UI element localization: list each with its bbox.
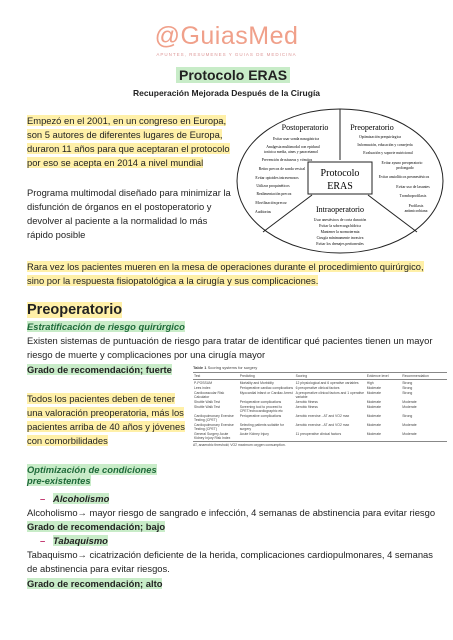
mortality-note <box>27 260 424 288</box>
table-cell: Cardiopulmonary Exercise Testing (CPET) <box>194 422 234 431</box>
table-cell: Lees index <box>194 385 211 390</box>
postop-item: torácica media, aines y paracetamol <box>263 150 319 154</box>
table-cell: Shuttle Walk Test <box>194 399 221 404</box>
multimodal-line: disfunción de órganos en el postoperatorio y <box>27 201 212 212</box>
tobacco-line: Tabaquismo→ cicatrización deficiente de la herida, complicaciones cardiopulmonares, 4 semanas <box>27 549 433 560</box>
table-caption: Table 1 Scoring systems for surgery <box>193 365 258 370</box>
alcohol-text: Alcoholismo→ mayor riesgo de sangrado e infección, 4 semanas de abstinencia para evitar riesgo <box>27 507 436 518</box>
table-row <box>193 404 447 413</box>
table-cell: Moderate <box>366 385 382 390</box>
table-cell: Screening tool to proceed to CPET/echocardiographic etc <box>239 404 283 413</box>
elderly-line: Todos los pacientes deben de tener <box>27 393 176 404</box>
page-subtitle: Recuperación Mejorada Después de la Cirugía <box>132 88 321 98</box>
table-row <box>193 422 447 431</box>
intraop-item: Mantener la normotermia <box>320 230 360 234</box>
multimodal-line: devolver al paciente a la normalidad lo más <box>27 215 208 226</box>
table-cell: General Surgery Acute Kidney Injury Risk Index <box>194 431 231 440</box>
scoring-systems-table <box>193 365 447 447</box>
guiasmed-logo: @GuiasMed <box>154 22 299 50</box>
table-cell: Mortality and Morbidity <box>239 380 274 385</box>
preop-item: Evitar ansiolíticos preanestésicos <box>378 175 430 179</box>
postop-item: Retiro precoz de sonda vesical <box>258 167 306 171</box>
table-cell: Strong <box>402 385 413 390</box>
table-cell: P-POSSUM <box>194 380 213 385</box>
table-cell: Moderate <box>366 399 382 404</box>
postop-item: Auditorias <box>254 210 272 214</box>
page-title: Protocolo ERAS <box>176 67 290 83</box>
grade-strong-badge: Grado de recomendación; fuerte <box>27 364 172 375</box>
table-cell: Moderate <box>402 422 417 427</box>
table-cell: Aerobic fitness <box>295 399 318 404</box>
risk-line: riesgo de muerte y complicaciones por una cirugía mayor <box>27 349 266 360</box>
intraop-item: Usar anestésicos de corta duración <box>313 218 367 222</box>
table-cell: Perioperative cardiac complications <box>239 385 294 390</box>
table-header: Test <box>193 373 239 380</box>
intro-line: son 5 autores de diferentes lugares de Europa, <box>27 129 223 140</box>
intraop-title: Intraoperatorio <box>316 205 364 214</box>
postop-item: Evitar usar sonda nasogástrica <box>272 137 320 141</box>
table-cell: 11 preoperative clinical factors <box>295 431 342 436</box>
postop-item: Movilización precoz <box>255 201 287 205</box>
postop-item: Realimentación precoz <box>256 192 292 196</box>
preop-item: Evaluación y soporte nutricional <box>363 151 413 155</box>
table-header-row <box>193 373 447 380</box>
postop-item: Utilizar proquinéticos <box>256 184 290 188</box>
section-heading-preoperatorio: Preoperatorio <box>27 302 123 318</box>
elderly-paragraph <box>27 392 185 448</box>
table-cell: Strong <box>402 390 413 395</box>
intro-line: duraron 11 años para que aceptaran el protocolo <box>27 143 230 154</box>
table-cell: Selecting patients suitable for surgery <box>239 422 285 431</box>
grade-high-badge: Grado de recomendación; alto <box>27 578 163 589</box>
preop-item: Evitar ayuno preoperatorio <box>381 161 423 165</box>
preop-title: Preoperatorio <box>350 123 394 132</box>
table-cell: 12 physiological and 6 operative variables <box>295 380 359 385</box>
table-header: Evidence level <box>366 373 402 380</box>
preop-item: Tromboprofilaxis <box>399 194 427 198</box>
eras-center-line: ERAS <box>327 181 353 192</box>
elderly-line: una valoración preoperatoria, más los <box>27 407 184 418</box>
table-cell: Strong <box>402 413 413 418</box>
intraop-item: Cirugía mínimamente invasiva <box>316 236 364 240</box>
table-cell: Strong <box>402 380 413 385</box>
multimodal-line: Programa multimodal diseñado para minimizar la <box>27 187 231 198</box>
postop-item: Analgesia multimodal con epidural <box>266 145 320 149</box>
risk-heading: Estratificación de riesgo quirúrgico <box>27 321 185 332</box>
table-footnote: AT, anaerobic threshold; VO2 maximum oxygen consumption. <box>193 441 447 447</box>
table-cell: Acute Kidney Injury <box>239 431 269 436</box>
table-cell: Perioperative complications <box>239 413 282 418</box>
elderly-line: pacientes arriba de 40 años y jóvenes <box>27 421 185 432</box>
table-cell: Aerobic fitness <box>295 404 318 409</box>
intro-line: por eso se acepta en 2014 a nivel mundial <box>27 157 204 168</box>
table-cell: Myocardial infarct or Cardiac Arrest <box>239 390 293 395</box>
multimodal-paragraph <box>27 186 231 242</box>
tagline: APUNTES, RESUMENES Y GUIAS DE MEDICINA <box>156 52 297 57</box>
table-cell: Shuttle Walk Test <box>194 404 221 409</box>
intraop-item: Evitar los drenajes peritoneales <box>316 242 364 246</box>
intraop-item: Evitar la sobrecarga hídrica <box>319 224 361 228</box>
note-line: Rara vez los pacientes mueren en la mesa de operaciones durante el procedimiento quirúrgico, <box>27 261 424 272</box>
postop-item: Prevención de náuseas y vómitos <box>261 158 313 162</box>
preop-item: Evitar uso de laxantes <box>396 185 430 189</box>
preop-item: Optimización prequirúrgica <box>359 135 401 139</box>
risk-paragraph <box>27 334 447 362</box>
table-cell: Moderate <box>366 422 382 427</box>
tobacco-subheading: – Tabaquismo <box>40 535 108 546</box>
note-line: sino por la respuesta fisiopatológica a la cirugía y sus complicaciones. <box>27 275 319 286</box>
table-header: Predicting <box>239 373 295 380</box>
postop-item: Evitar opioides intravenosos <box>255 176 299 180</box>
table-cell: Aerobic exercise - AT and VO2 max <box>295 422 350 427</box>
intro-paragraph <box>27 114 230 170</box>
table-row <box>193 390 447 399</box>
tobacco-line: de abstinencia para evitar riesgos. <box>27 563 170 574</box>
preop-item: antimicrobiana <box>404 209 428 213</box>
table-cell: Moderate <box>366 404 382 409</box>
elderly-line: con comorbilidades <box>27 435 108 446</box>
risk-line: Existen sistemas de puntuación de riesgo para tratar de identificar qué pacientes tienen un mayor <box>27 335 433 346</box>
table-row <box>193 413 447 422</box>
table-row <box>193 431 447 440</box>
table-cell: High <box>366 380 374 385</box>
table-cell: Aerobic exercise - AT and VO2 max <box>295 413 350 418</box>
table-cell: Moderate <box>402 431 417 436</box>
conditions-heading: Optimización de condiciones pre-existentes <box>27 464 157 486</box>
table-cell: Moderate <box>366 431 382 436</box>
table-header: Scoring <box>295 373 366 380</box>
preop-item: Información, educación y consejería <box>357 143 413 147</box>
multimodal-line: rápido posible <box>27 229 86 240</box>
table-cell: Cardiopulmonary Exercise Testing (CPET) <box>194 413 234 422</box>
table-cell: Moderate <box>366 413 382 418</box>
intro-line: Empezó en el 2001, en un congreso en Europa, <box>27 115 227 126</box>
eras-diagram <box>233 104 447 256</box>
preop-item: Profilaxis <box>408 204 424 208</box>
table-cell: Moderate <box>402 399 417 404</box>
tobacco-paragraph <box>27 548 451 576</box>
eras-center-line: Protocolo <box>320 168 360 179</box>
table-cell: Moderate <box>366 390 382 395</box>
table-cell: Perioperative complications <box>239 399 282 404</box>
table-cell: 6 preoperative clinical factors <box>295 385 340 390</box>
alcohol-subheading: – Alcoholismo <box>40 493 110 504</box>
table-cell: A preoperative clinical factors and 1 operative variable <box>295 390 365 399</box>
table-cell: Moderate <box>402 404 417 409</box>
postop-title: Postoperatorio <box>281 123 329 132</box>
preop-item: prolongado <box>396 166 414 170</box>
table-header: Recommendation <box>401 373 447 380</box>
table-cell: Cardiovascular Risk Calculator <box>194 390 225 399</box>
grade-low-badge: Grado de recomendación; bajo <box>27 521 166 532</box>
